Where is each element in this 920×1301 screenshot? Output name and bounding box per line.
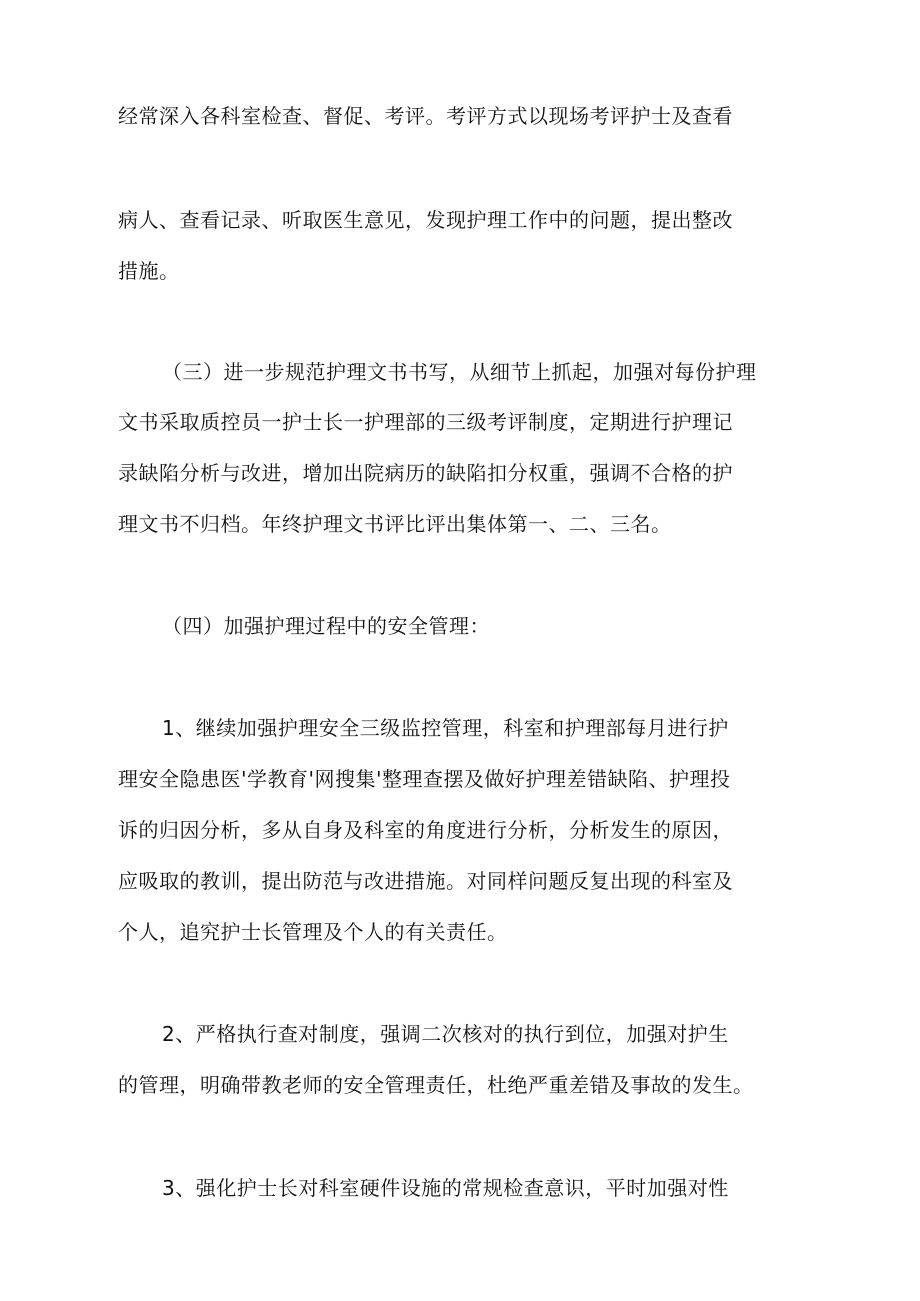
text-line-6: 录缺陷分析与改进，增加出院病历的缺陷扣分权重，强调不合格的护	[118, 461, 733, 485]
text-line-15: 的管理，明确带教老师的安全管理责任，杜绝严重差错及事故的发生。	[118, 1073, 754, 1097]
text-line-4: （三）进一步规范护理文书书写，从细节上抓起，加强对每份护理	[162, 360, 757, 384]
text-line-8: （四）加强护理过程中的安全管理：	[162, 614, 490, 638]
text-line-14: 2、严格执行查对制度，强调二次核对的执行到位，加强对护生	[162, 1022, 729, 1046]
text-line-2: 病人、查看记录、听取医生意见，发现护理工作中的问题，提出整改	[118, 208, 733, 232]
text-line-12: 应吸取的教训，提出防范与改进措施。对同样问题反复出现的科室及	[118, 869, 733, 893]
text-line-13: 个人，追究护士长管理及个人的有关责任。	[118, 920, 508, 944]
text-line-7: 理文书不归档。年终护理文书评比评出集体第一、二、三名。	[118, 512, 672, 536]
text-line-11: 诉的归因分析，多从自身及科室的角度进行分析，分析发生的原因，	[118, 818, 733, 842]
text-line-1: 经常深入各科室检查、督促、考评。考评方式以现场考评护士及查看	[118, 104, 733, 128]
text-line-5: 文书采取质控员一护士长一护理部的三级考评制度，定期进行护理记	[118, 410, 733, 434]
text-line-9: 1、继续加强护理安全三级监控管理，科室和护理部每月进行护	[162, 716, 729, 740]
text-line-3: 措施。	[118, 259, 180, 283]
text-line-10: 理安全隐患医'学教育'网搜集'整理查摆及做好护理差错缺陷、护理投	[118, 767, 731, 791]
text-line-16: 3、强化护士长对科室硬件设施的常规检查意识，平时加强对性	[162, 1176, 729, 1200]
